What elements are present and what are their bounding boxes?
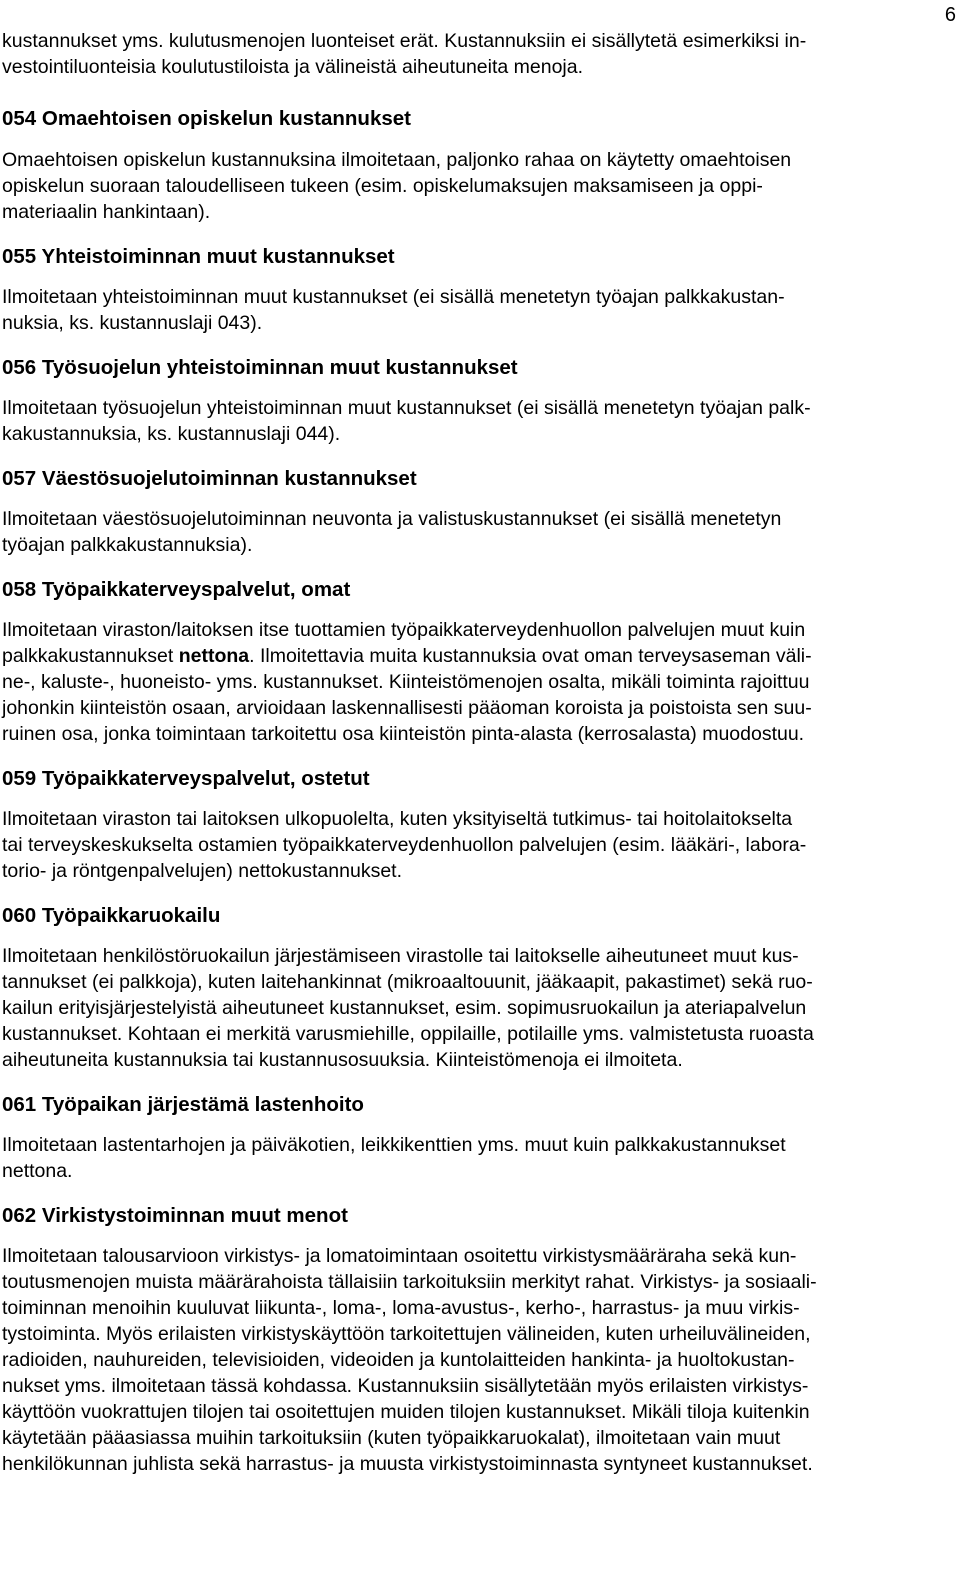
text-line: vestointiluonteisia koulutustiloista ja välineistä aiheutuneita menoja. <box>2 56 584 78</box>
section-body-062 <box>2 1243 954 1477</box>
text-line: Omaehtoisen opiskelun kustannuksina ilmoitetaan, paljonko rahaa on käytetty omaehtoisen <box>2 149 792 171</box>
text-line: kakustannuksia, ks. kustannuslaji 044). <box>2 423 341 445</box>
text-line: kustannukset yms. kulutusmenojen luonteiset erät. Kustannuksiin ei sisällytetä esimerkiksi in- <box>2 30 807 52</box>
text-line-mixed <box>2 643 954 669</box>
section-body-056 <box>2 395 954 447</box>
text-line: Ilmoitetaan työsuojelun yhteistoiminnan muut kustannukset (ei sisällä menetetyn työajan palk- <box>2 397 811 419</box>
text-line: tai terveyskeskukselta ostamien työpaikkaterveydenhuollon palvelujen (esim. lääkäri-, labora- <box>2 834 807 856</box>
text-line: Ilmoitetaan henkilöstöruokailun järjestämiseen virastolle tai laitokselle aiheutuneet muut kus- <box>2 945 799 967</box>
section-heading-062: 062 Virkistystoiminnan muut menot <box>2 1204 348 1227</box>
section-heading-057: 057 Väestösuojelutoiminnan kustannukset <box>2 467 417 490</box>
section-heading-055: 055 Yhteistoiminnan muut kustannukset <box>2 245 395 268</box>
text-line: henkilökunnan juhlista sekä harrastus- ja muusta virkistystoiminnasta syntyneet kustannukset. <box>2 1453 813 1475</box>
section-body-057 <box>2 506 954 558</box>
text-line: kailun erityisjärjestelyistä aiheutuneet kustannukset, esim. sopimusruokailun ja ateriapalvelun <box>2 997 807 1019</box>
section-body-061 <box>2 1132 954 1184</box>
text-line: aiheutuneita kustannuksia tai kustannusosuuksia. Kiinteistömenoja ei ilmoiteta. <box>2 1049 683 1071</box>
text-line: Ilmoitetaan viraston tai laitoksen ulkopuolelta, kuten yksityiseltä tutkimus- tai hoitolaitokselta <box>2 808 793 830</box>
text-line: tannukset (ei palkkoja), kuten laitehankinnat (mikroaaltouunit, jääkaapit, pakastimet) sekä ruo- <box>2 971 813 993</box>
section-body-055 <box>2 284 954 336</box>
text-line: torio- ja röntgenpalvelujen) nettokustannukset. <box>2 860 402 882</box>
section-body-058 <box>2 617 954 747</box>
section-body-054 <box>2 147 954 225</box>
text-line: Ilmoitetaan väestösuojelutoiminnan neuvonta ja valistuskustannukset (ei sisällä menetetyn <box>2 508 782 530</box>
text-line: Ilmoitetaan talousarvioon virkistys- ja lomatoimintaan osoitettu virkistysmääräraha sekä kun- <box>2 1245 797 1267</box>
page-number: 6 <box>944 4 956 26</box>
section-body-060 <box>2 943 954 1073</box>
section-body-059 <box>2 806 954 884</box>
text-line: toiminnan menoihin kuuluvat liikunta-, loma-, loma-avustus-, kerho-, harrastus- ja muu virkis- <box>2 1297 800 1319</box>
text-line: tystoiminta. Myös erilaisten virkistyskäyttöön tarkoitettujen välineiden, kuten urheiluvälineiden, <box>2 1323 811 1345</box>
text-line: ne-, kaluste-, huoneisto- yms. kustannukset. Kiinteistömenojen osalta, mikäli toiminta rajoittuu <box>2 671 810 693</box>
text-line: työajan palkkakustannuksia). <box>2 534 253 556</box>
section-heading-054: 054 Omaehtoisen opiskelun kustannukset <box>2 107 411 130</box>
bold-term-nettona: nettona <box>178 645 250 667</box>
text-line: nuksia, ks. kustannuslaji 043). <box>2 312 263 334</box>
text-line: ruinen osa, jonka toimintaan tarkoitettu osa kiinteistön pinta-alasta (kerrosalasta) muodostuu. <box>2 723 805 745</box>
text-line: Ilmoitetaan yhteistoiminnan muut kustannukset (ei sisällä menetetyn työajan palkkakustan- <box>2 286 785 308</box>
text-line: käyttöön vuokrattujen tilojen tai osoitettujen muiden tilojen kustannukset. Mikäli tiloja kuitenkin <box>2 1401 810 1423</box>
text-line: nettona. <box>2 1160 73 1182</box>
text-run: palkkakustannukset <box>2 645 179 667</box>
intro-paragraph <box>2 28 954 80</box>
text-line: nukset yms. ilmoitetaan tässä kohdassa. Kustannuksiin sisällytetään myös erilaisten virkistys- <box>2 1375 809 1397</box>
document-page <box>2 0 954 1477</box>
section-heading-061: 061 Työpaikan järjestämä lastenhoito <box>2 1093 364 1116</box>
text-line: toutusmenojen muista määrärahoista tällaisiin tarkoituksiin merkityt rahat. Virkistys- ja sosiaali- <box>2 1271 817 1293</box>
text-line: Ilmoitetaan lastentarhojen ja päiväkotien, leikkikenttien yms. muut kuin palkkakustannukset <box>2 1134 786 1156</box>
section-heading-059: 059 Työpaikkaterveyspalvelut, ostetut <box>2 767 370 790</box>
text-line: käytetään pääasiassa muihin tarkoituksiin (kuten työpaikkaruokalat), ilmoitetaan vain muut <box>2 1427 781 1449</box>
text-line: johonkin kiinteistön osaan, arvioidaan laskennallisesti pääoman koroista ja poistoista sen suu- <box>2 697 812 719</box>
text-line: materiaalin hankintaan). <box>2 201 211 223</box>
text-line: Ilmoitetaan viraston/laitoksen itse tuottamien työpaikkaterveydenhuollon palvelujen muut kuin <box>2 619 806 641</box>
text-line: opiskelun suoraan taloudelliseen tukeen (esim. opiskelumaksujen maksamiseen ja oppi- <box>2 175 763 197</box>
section-heading-058: 058 Työpaikkaterveyspalvelut, omat <box>2 578 351 601</box>
text-run: . Ilmoitettavia muita kustannuksia ovat oman terveysaseman väli- <box>249 645 812 667</box>
text-line: radioiden, nauhureiden, televisioiden, videoiden ja kuntolaitteiden hankinta- ja huoltokustan- <box>2 1349 795 1371</box>
section-heading-060: 060 Työpaikkaruokailu <box>2 904 221 927</box>
text-line: kustannukset. Kohtaan ei merkitä varusmiehille, oppilaille, potilaille yms. valmistetusta ruoasta <box>2 1023 814 1045</box>
section-heading-056: 056 Työsuojelun yhteistoiminnan muut kustannukset <box>2 356 518 379</box>
